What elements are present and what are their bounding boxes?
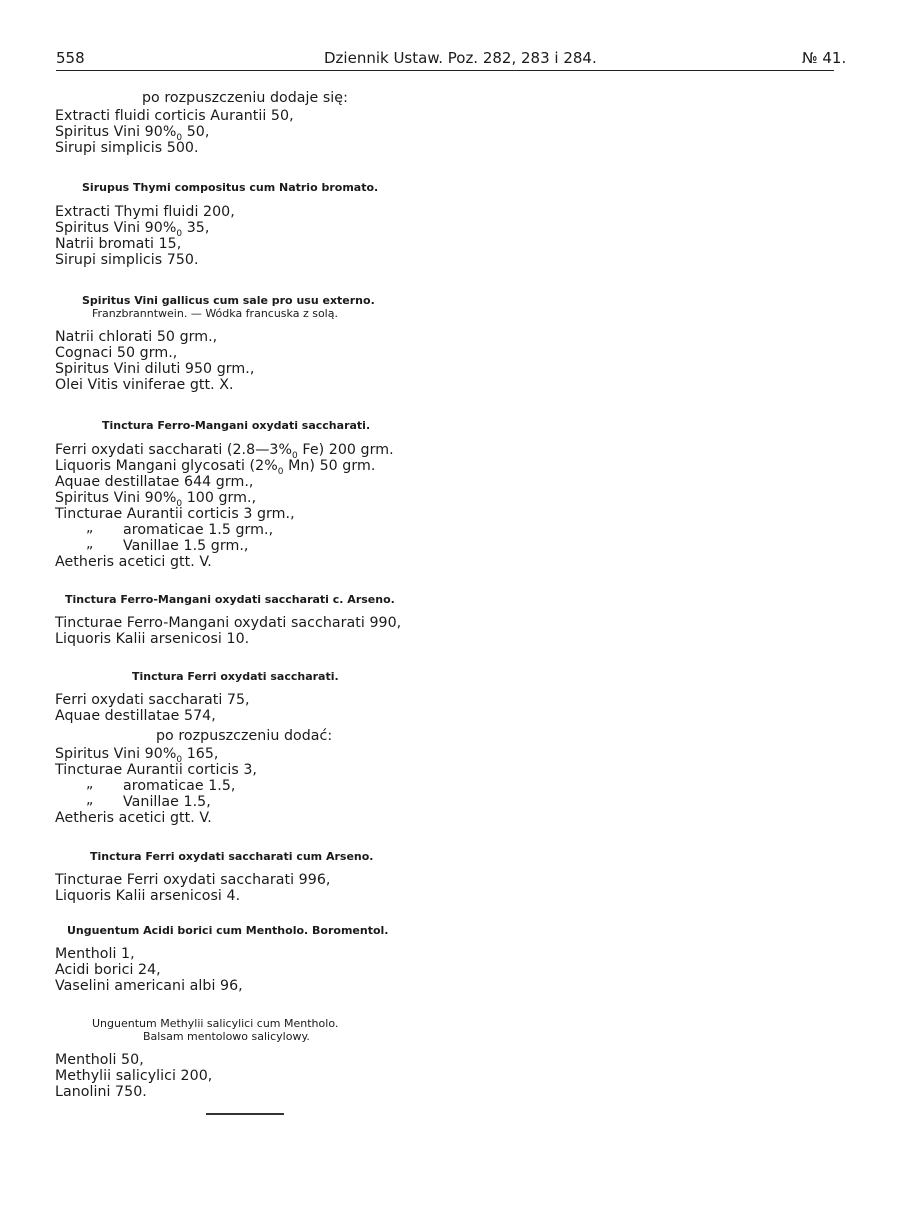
section6-title: Tinctura Ferri oxydati saccharati cum Arseno. (90, 850, 374, 863)
section0-line: Extracti fluidi corticis Aurantii 50, (55, 108, 294, 124)
ditto-mark: „ (86, 792, 94, 808)
ditto-mark: „ (86, 536, 94, 552)
section2-line: Natrii chlorati 50 grm., (55, 329, 218, 345)
section1-line: Spiritus Vini $90\%_0$ 35, (55, 220, 210, 239)
section8-line: Lanolini 750. (55, 1084, 147, 1100)
section3-line: Tincturae Aurantii corticis 3 grm., (55, 506, 295, 522)
section3-line: Liquoris Mangani glycosati ($2\%_0$ Mn) 50 grm. (55, 458, 376, 477)
section5-line: Ferri oxydati saccharati 75, (55, 692, 250, 708)
end-rule (206, 1113, 284, 1115)
section8-line: Methylii salicylici 200, (55, 1068, 213, 1084)
section1-line: Natrii bromati 15, (55, 236, 182, 252)
section8-subtitle: Balsam mentolowo salicylowy. (143, 1030, 310, 1043)
section6-line: Tincturae Ferri oxydati saccharati 996, (55, 872, 331, 888)
section6-line: Liquoris Kalii arsenicosi 4. (55, 888, 241, 904)
section2-title: Spiritus Vini gallicus cum sale pro usu externo. (82, 294, 375, 307)
section5-line: Vanillae 1.5, (123, 794, 211, 810)
section1-title: Sirupus Thymi compositus cum Natrio bromato. (82, 181, 379, 194)
section3-line: Spiritus Vini $90\%_0$ 100 grm., (55, 490, 257, 509)
section2-line: Olei Vitis viniferae gtt. X. (55, 377, 234, 393)
section2-subtitle: Franzbranntwein. — Wódka francuska z solą. (92, 307, 338, 320)
section1-line: Sirupi simplicis 750. (55, 252, 199, 268)
section3-title: Tinctura Ferro-Mangani oxydati saccharati. (102, 419, 371, 432)
issue-number: № 41. (802, 49, 847, 67)
section8-line: Mentholi 50, (55, 1052, 144, 1068)
journal-title: Dziennik Ustaw. Poz. 282, 283 i 284. (324, 49, 597, 67)
section7-line: Mentholi 1, (55, 946, 135, 962)
section5-line: Spiritus Vini $90\%_0$ 165, (55, 746, 219, 765)
page-number: 558 (56, 49, 85, 67)
section0-line: Spiritus Vini $90\%_0$ 50, (55, 124, 210, 143)
section5-line: Tincturae Aurantii corticis 3, (55, 762, 257, 778)
section3-line: aromaticae 1.5 grm., (123, 522, 274, 538)
section4-line: Liquoris Kalii arsenicosi 10. (55, 631, 250, 647)
section5-line: Aquae destillatae 574, (55, 708, 216, 724)
header-rule (56, 70, 834, 71)
section5-line: aromaticae 1.5, (123, 778, 236, 794)
section3-line: Aetheris acetici gtt. V. (55, 554, 212, 570)
section3-line: Vanillae 1.5 grm., (123, 538, 249, 554)
section5-title: Tinctura Ferri oxydati saccharati. (132, 670, 339, 683)
ditto-mark: „ (86, 776, 94, 792)
section1-line: Extracti Thymi fluidi 200, (55, 204, 235, 220)
section8-title: Unguentum Methylii salicylici cum Mentholo. (92, 1017, 339, 1030)
section4-line: Tincturae Ferro-Mangani oxydati saccharati 990, (55, 615, 402, 631)
section0-line: Sirupi simplicis 500. (55, 140, 199, 156)
section3-line: Ferri oxydati saccharati ($2.8—3\%_0$ Fe) 200 grm. (55, 442, 394, 461)
section4-title: Tinctura Ferro-Mangani oxydati saccharati c. Arseno. (65, 593, 395, 606)
section7-line: Acidi borici 24, (55, 962, 161, 978)
section2-line: Spiritus Vini diluti 950 grm., (55, 361, 255, 377)
section5-mid: po rozpuszczeniu dodać: (156, 728, 333, 744)
section3-line: Aquae destillatae 644 grm., (55, 474, 254, 490)
ditto-mark: „ (86, 520, 94, 536)
section0-intro: po rozpuszczeniu dodaje się: (142, 90, 348, 106)
section7-title: Unguentum Acidi borici cum Mentholo. Boromentol. (67, 924, 389, 937)
section2-line: Cognaci 50 grm., (55, 345, 178, 361)
section7-line: Vaselini americani albi 96, (55, 978, 243, 994)
section5-line: Aetheris acetici gtt. V. (55, 810, 212, 826)
